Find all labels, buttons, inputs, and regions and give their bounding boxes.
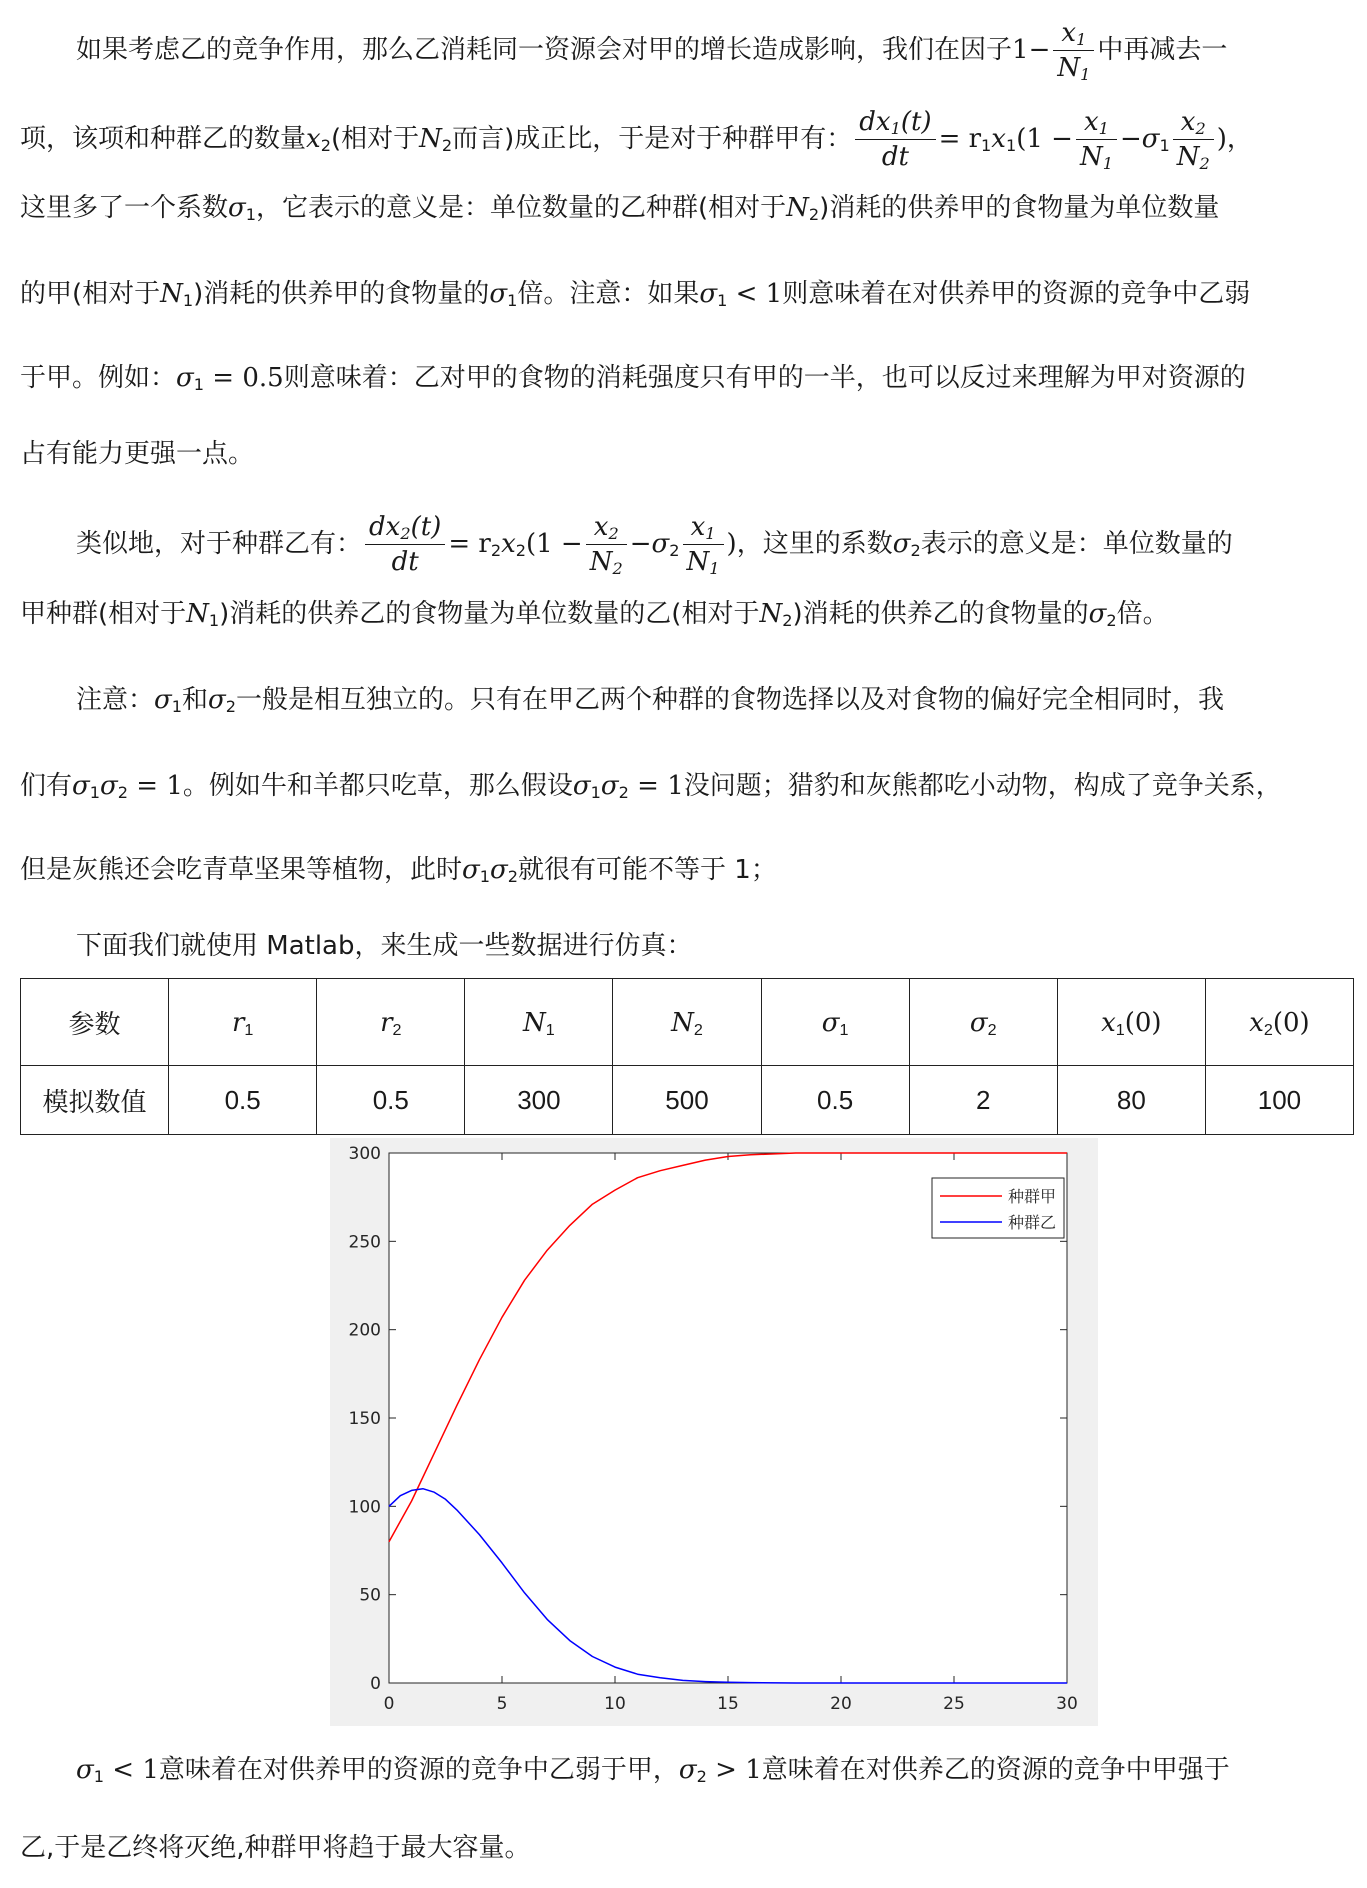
fraction-x1-over-N1: $\frac{x_1}{N_1}$ — [1053, 16, 1094, 85]
table-header-r2: $r_2$ — [317, 979, 465, 1066]
y-tick-label: 0 — [370, 1674, 381, 1694]
paragraph-line-5: 于甲。例如：$\sigma_1 = 0.5$则意味着：乙对甲的食物的消耗强度只有甲的一半，也可以反过来理解为甲对资源的 — [20, 363, 1246, 395]
table-cell: 0.5 — [169, 1066, 317, 1135]
x-tick-label: 15 — [717, 1694, 739, 1714]
paragraph-line-2: 项，该项和种群乙的数量$x_2$(相对于$N_2$而言)成正比，于是对于种群甲有： $\frac{dx_1(t)}{dt}$ = $r_1x_1(1$ − $\frac{x_1}{N_1}$ $-\sigma_1$ $\frac{x_2}{N_2}$ )， — [20, 107, 1253, 174]
y-tick-label: 300 — [348, 1144, 381, 1164]
y-tick-label: 200 — [348, 1320, 381, 1341]
chart-svg — [330, 1138, 1098, 1726]
table-cell: 模拟数值 — [21, 1066, 169, 1135]
fraction-dx2-dt: $\frac{dx_2(t)}{dt}$ — [365, 510, 445, 579]
table-header-sigma2: $\sigma_2$ — [909, 979, 1057, 1066]
paragraph-line-4: 的甲(相对于$N_1$)消耗的供养甲的食物量的$\sigma_1$倍。注意：如果$\sigma_1 < 1$则意味着在对供养甲的资源的竞争中乙弱 — [20, 279, 1251, 311]
paragraph-line-12: 下面我们就使用 Matlab，来生成一些数据进行仿真： — [76, 931, 693, 961]
y-tick-label: 50 — [359, 1585, 381, 1606]
table-row — [21, 1066, 1354, 1135]
table-cell: 0.5 — [317, 1066, 465, 1135]
paragraph-line-9: 注意：$\sigma_1$和$\sigma_2$一般是相互独立的。只有在甲乙两个种群的食物选择以及对食物的偏好完全相同时，我 — [76, 685, 1225, 717]
legend-label: 种群乙 — [1008, 1213, 1057, 1232]
table-cell: 2 — [909, 1066, 1057, 1135]
x-tick-label: 10 — [604, 1694, 626, 1714]
paragraph-line-10: 们有$\sigma_1\sigma_2 = 1$。例如牛和羊都只吃草，那么假设$\sigma_1\sigma_2 = 1$没问题；猎豹和灰熊都吃小动物，构成了竞争关系， — [20, 771, 1282, 803]
table-header-r1: $r_1$ — [169, 979, 317, 1066]
table-header-row — [21, 979, 1354, 1066]
y-tick-label: 250 — [348, 1232, 381, 1253]
table-cell: 100 — [1205, 1066, 1353, 1135]
table-cell: 80 — [1057, 1066, 1205, 1135]
table-cell: 500 — [613, 1066, 761, 1135]
paragraph-line-7: 类似地，对于种群乙有： $\frac{dx_2(t)}{dt}$ = $r_2x_2(1$ − $\frac{x_2}{N_2}$ $-\sigma_2$ $\frac{x_1}{N_1}$ )，这里的系数$\sigma_2$表示的意义是：单位数量的 — [76, 512, 1233, 579]
y-tick-label: 100 — [348, 1497, 381, 1518]
paragraph-line-14: 乙,于是乙终将灭绝,种群甲将趋于最大容量。 — [20, 1833, 531, 1863]
table-header-x1-0: $x_1(0)$ — [1057, 979, 1205, 1066]
legend-label: 种群甲 — [1008, 1187, 1057, 1206]
parameter-table — [20, 978, 1354, 1135]
table-cell: 300 — [465, 1066, 613, 1135]
table-header-sigma1: $\sigma_1$ — [761, 979, 909, 1066]
paragraph-line-11: 但是灰熊还会吃青草坚果等植物，此时$\sigma_1\sigma_2$就很有可能不等于 1； — [20, 855, 777, 887]
fraction-dx1-dt: $\frac{dx_1(t)}{dt}$ — [855, 105, 935, 174]
x-tick-label: 5 — [496, 1694, 508, 1714]
table-cell: 0.5 — [761, 1066, 909, 1135]
paragraph-line-3: 这里多了一个系数$\sigma_1$，它表示的意义是：单位数量的乙种群(相对于$N_2$)消耗的供养甲的食物量为单位数量 — [20, 193, 1220, 225]
table-header-x2-0: $x_2(0)$ — [1205, 979, 1353, 1066]
x-tick-label: 25 — [943, 1694, 965, 1714]
table-header-N2: $N_2$ — [613, 979, 761, 1066]
population-chart — [330, 1138, 1098, 1726]
paragraph-line-6: 占有能力更强一点。 — [20, 439, 255, 469]
x-tick-label: 0 — [383, 1694, 395, 1714]
table-header-cell: 参数 — [21, 979, 169, 1066]
paragraph-line-1: 如果考虑乙的竞争作用，那么乙消耗同一资源会对甲的增长造成影响，我们在因子1− $\frac{x_1}{N_1}$ 中再减去一 — [76, 18, 1228, 85]
paragraph-line-8: 甲种群(相对于$N_1$)消耗的供养乙的食物量为单位数量的乙(相对于$N_2$)消耗的供养乙的食物量的$\sigma_2$倍。 — [20, 599, 1169, 631]
table-header-N1: $N_1$ — [465, 979, 613, 1066]
x-tick-label: 20 — [830, 1694, 852, 1714]
x-tick-label: 30 — [1056, 1694, 1078, 1714]
y-tick-label: 150 — [348, 1409, 381, 1429]
paragraph-line-13: $\sigma_1 < 1$意味着在对供养甲的资源的竞争中乙弱于甲，$\sigma_2 > 1$意味着在对供养乙的资源的竞争中甲强于 — [76, 1755, 1230, 1787]
